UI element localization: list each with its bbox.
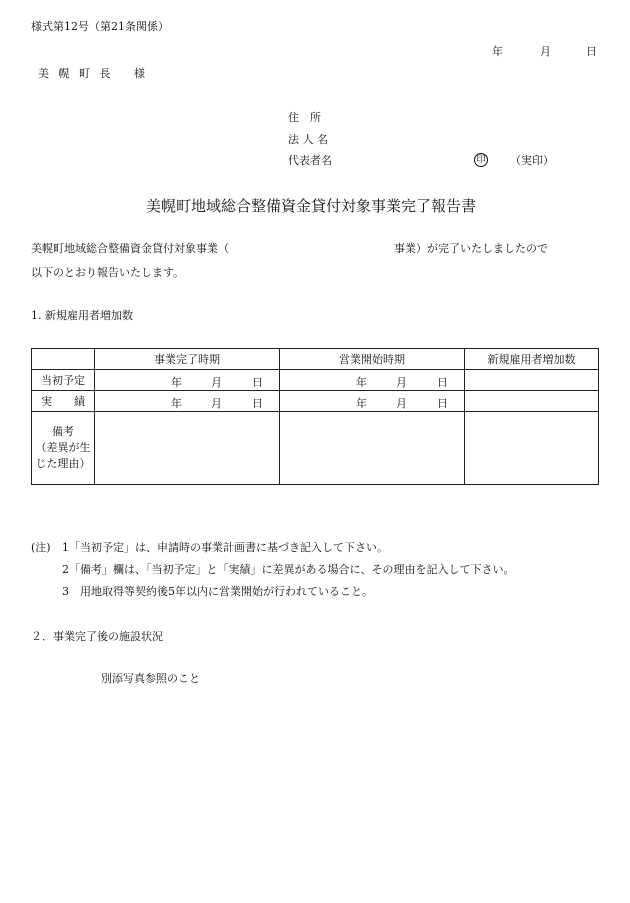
completion-date-cell[interactable] <box>95 370 280 391</box>
table-row <box>32 370 599 391</box>
table-header-row <box>32 349 599 370</box>
remarks-cell[interactable] <box>280 412 465 485</box>
document-title: 美幌町地域総合整備資金貸付対象事業完了報告書 <box>146 197 477 215</box>
date-year: 年 <box>356 376 367 389</box>
table-header-cell: 新規雇用者増加数 <box>465 349 599 370</box>
addressee: 美 幌 町 長 様 <box>38 67 148 80</box>
remarks-cell[interactable] <box>465 412 599 485</box>
note-item: 2「備考」欄は、「当初予定」と「実績」に差異がある場合に、その理由を記入して下さい。 <box>62 563 515 576</box>
corporation-name-label: 法 人 名 <box>288 133 328 146</box>
remarks-label-line: 備考 <box>52 425 74 438</box>
date-year: 年 <box>171 376 182 389</box>
date-month: 月 <box>396 376 407 389</box>
note-item: 1「当初予定」は、申請時の事業計画書に基づき記入して下さい。 <box>62 541 388 554</box>
representative-name-label: 代表者名 <box>288 154 332 167</box>
remarks-label <box>32 412 95 485</box>
remarks-label-line: じた理由） <box>35 457 91 470</box>
date-month: 月 <box>211 376 222 389</box>
remarks-cell[interactable] <box>95 412 280 485</box>
notes-prefix: (注) <box>31 541 51 554</box>
date-year-label: 年 <box>492 45 503 58</box>
opening-date-cell[interactable] <box>280 391 465 412</box>
row-label: 実 績 <box>32 391 95 412</box>
note-item: 3 用地取得等契約後5年以内に営業開始が行われていること。 <box>62 585 373 598</box>
date-day: 日 <box>437 376 448 389</box>
opening-date-cell[interactable] <box>280 370 465 391</box>
date-month: 月 <box>396 397 407 410</box>
date-day-label: 日 <box>586 45 597 58</box>
section2-heading: ２．事業完了後の施設状況 <box>31 630 163 643</box>
intro-line1-suffix: 事業）が完了いたしましたので <box>394 242 548 255</box>
completion-date-cell[interactable] <box>95 391 280 412</box>
date-month-label: 月 <box>540 45 551 58</box>
seal-note: （実印） <box>510 154 554 167</box>
date-day: 日 <box>252 397 263 410</box>
table-header-cell: 事業完了時期 <box>95 349 280 370</box>
seal-icon: 印 <box>474 153 488 167</box>
intro-line1-prefix: 美幌町地域総合整備資金貸付対象事業（ <box>31 242 229 255</box>
employment-table <box>31 348 599 485</box>
employee-increase-cell[interactable] <box>465 391 599 412</box>
date-day: 日 <box>252 376 263 389</box>
table-header-cell: 営業開始時期 <box>280 349 465 370</box>
address-label: 住 所 <box>288 111 321 124</box>
section1-heading: 1. 新規雇用者増加数 <box>31 309 133 322</box>
remarks-row <box>32 412 599 485</box>
seal-mark <box>474 152 488 167</box>
date-year: 年 <box>356 397 367 410</box>
remarks-label-line: （差異が生 <box>35 441 91 454</box>
table-row <box>32 391 599 412</box>
section2-body: 別添写真参照のこと <box>101 672 200 685</box>
intro-line2: 以下のとおり報告いたします。 <box>31 266 185 279</box>
date-year: 年 <box>171 397 182 410</box>
date-month: 月 <box>211 397 222 410</box>
table-header-cell <box>32 349 95 370</box>
form-number: 様式第12号（第21条関係） <box>31 20 169 33</box>
row-label: 当初予定 <box>32 370 95 391</box>
date-day: 日 <box>437 397 448 410</box>
employee-increase-cell[interactable] <box>465 370 599 391</box>
